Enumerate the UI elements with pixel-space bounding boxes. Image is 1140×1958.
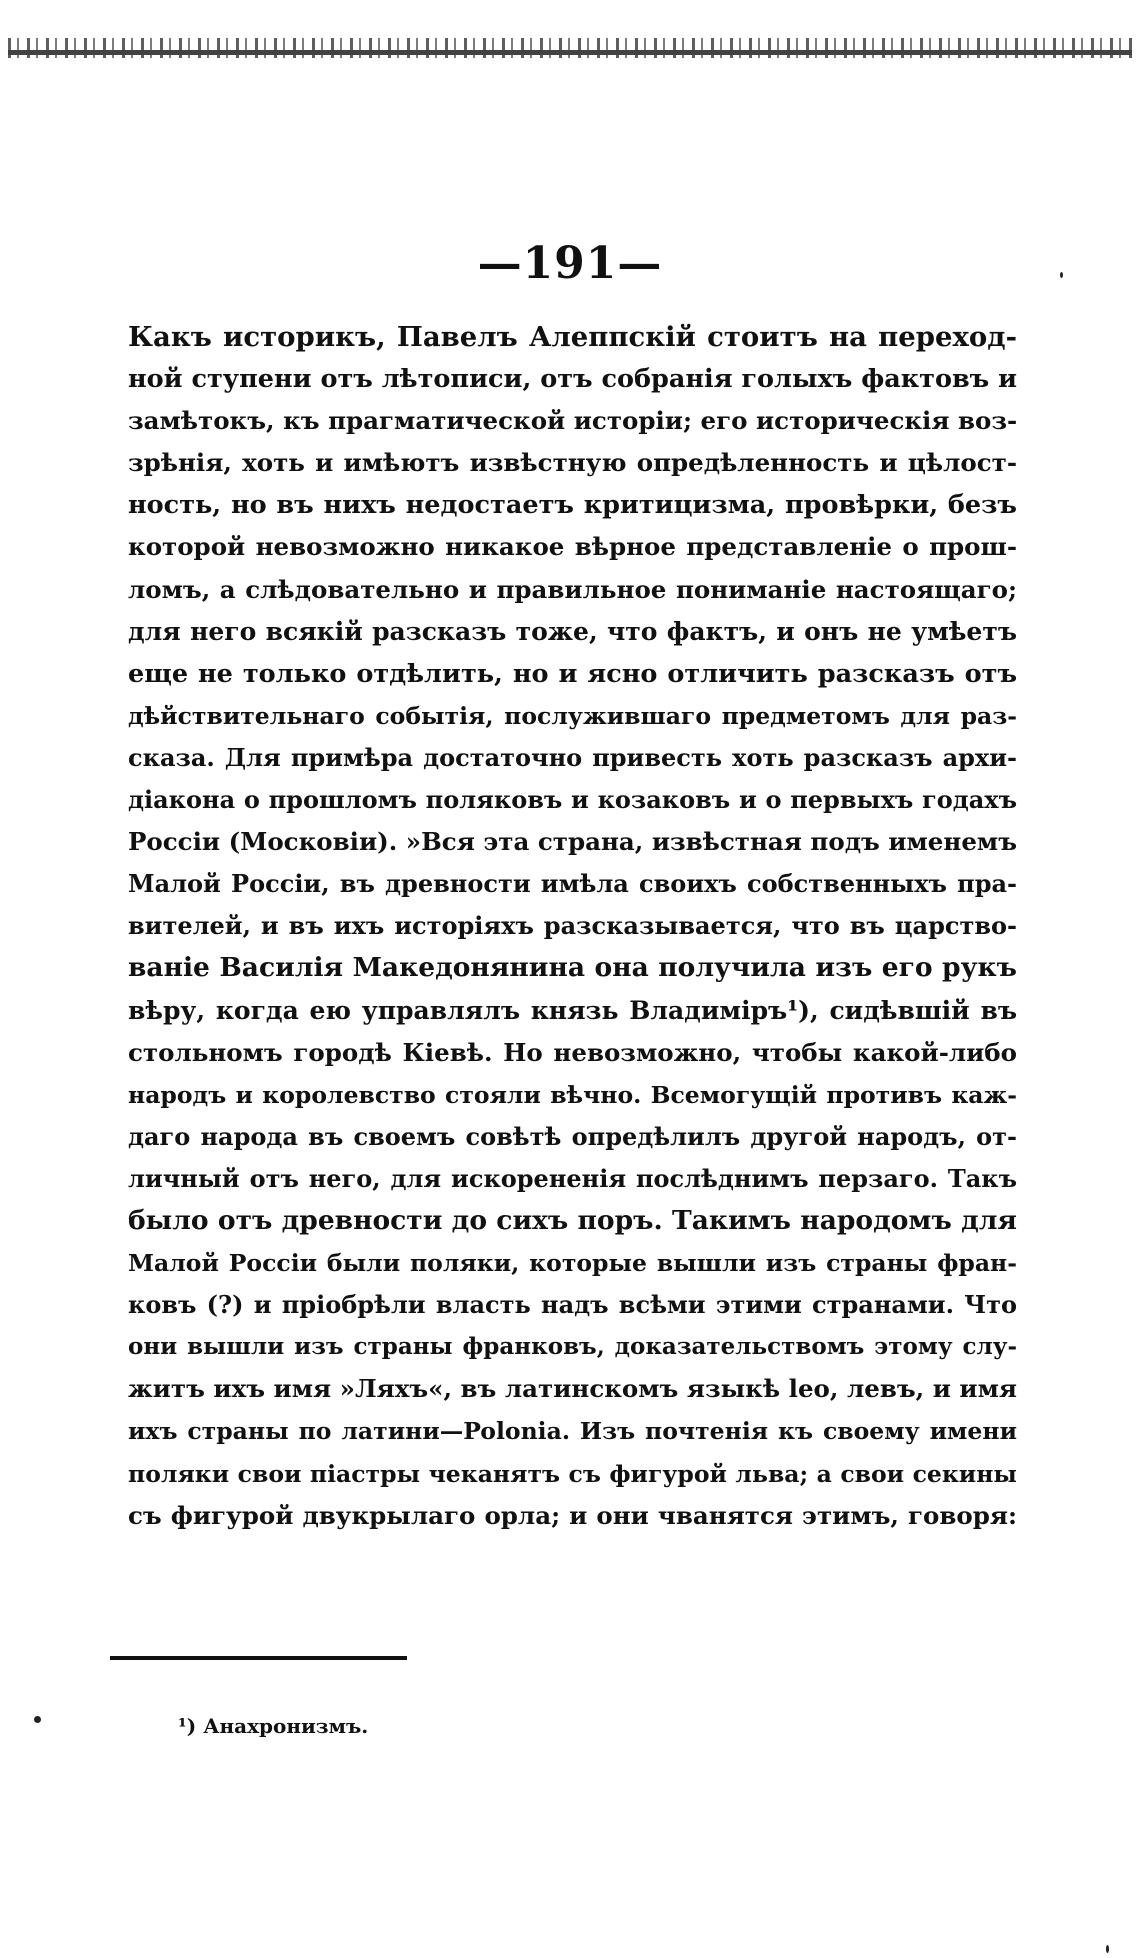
- text-line: замѣтокъ, къ прагматической исторіи; его историческія воз-: [128, 406, 1018, 436]
- paper-speck: [34, 1716, 41, 1723]
- text-line: поляки свои піастры чеканятъ съ фигурой льва; а свои секины: [128, 1459, 1017, 1488]
- text-line: Какъ историкъ, Павелъ Алеппскій стоитъ на переход-: [128, 321, 1017, 353]
- text-line: Россіи (Московіи). »Вся эта страна, извѣстная подъ именемъ: [128, 827, 1017, 857]
- text-line: ной ступени отъ лѣтописи, отъ собранія голыхъ фактовъ и: [128, 364, 1018, 395]
- page-number: —191—: [477, 238, 663, 289]
- text-line: дѣйствительнаго событія, послужившаго предметомъ для раз-: [128, 701, 1017, 730]
- body-text: [128, 316, 1017, 1537]
- text-line: народъ и королевство стояли вѣчно. Всемогущій противъ каж-: [128, 1080, 1017, 1109]
- text-line: зрѣнія, хоть и имѣютъ извѣстную опредѣленность и цѣлост-: [128, 448, 1017, 478]
- text-line: ковъ (?) и пріобрѣли власть надъ всѣми этими странами. Что: [128, 1290, 1017, 1320]
- text-line: личный отъ него, для искорененія послѣднимъ перзаго. Такъ: [128, 1163, 1017, 1193]
- text-line: которой невозможно никакое вѣрное представленіе о прош-: [128, 532, 1017, 562]
- text-line: ихъ страны по латини—Polonia. Изъ почтенія къ своему имени: [128, 1417, 1017, 1446]
- footnote-rule: [110, 1656, 407, 1660]
- text-line: сказа. Для примѣра достаточно привесть хоть разсказъ архи-: [128, 742, 1017, 772]
- text-line: для него всякій разсказъ тоже, что фактъ, и онъ не умѣетъ: [128, 616, 1017, 646]
- text-line: даго народа въ своемъ совѣтѣ опредѣлилъ другой народъ, от-: [128, 1121, 1017, 1151]
- text-line: ломъ, а слѣдовательно и правильное пониманіе настоящаго;: [128, 574, 1017, 604]
- text-line: еще не только отдѣлить, но и ясно отличить разсказъ отъ: [128, 658, 1017, 689]
- top-border-rule: [8, 38, 1132, 58]
- footnote: [178, 1714, 368, 1738]
- text-line: стольномъ городѣ Кіевѣ. Но невозможно, чтобы какой-либо: [128, 1037, 1017, 1067]
- text-line: они вышли изъ страны франковъ, доказательствомъ этому слу-: [128, 1333, 1017, 1361]
- text-line: Малой Россіи, въ древности имѣла своихъ собственныхъ пра-: [128, 869, 1017, 899]
- text-line: вителей, и въ ихъ исторіяхъ разсказывается, что въ царство-: [128, 911, 1017, 941]
- text-line: ность, но въ нихъ недостаетъ критицизма, провѣрки, безъ: [128, 490, 1017, 521]
- text-line: житъ ихъ имя »Ляхъ«, въ латинскомъ языкѣ leo, левъ, и имя: [128, 1374, 1017, 1404]
- text-line: діакона о прошломъ поляковъ и козаковъ и о первыхъ годахъ: [128, 785, 1017, 815]
- text-line: вѣру, когда ею управлялъ князь Владиміръ¹), сидѣвшій въ: [128, 995, 1017, 1025]
- paper-speck: [1060, 272, 1063, 278]
- paper-speck: [1106, 1945, 1109, 1953]
- footnote-marker: ¹): [178, 1714, 197, 1738]
- text-line: было отъ древности до сихъ поръ. Такимъ народомъ для: [128, 1204, 1017, 1236]
- text-line: Малой Россіи были поляки, которые вышли изъ страны фран-: [128, 1249, 1017, 1278]
- text-line: съ фигурой двукрылаго орла; и они чванятся этимъ, говоря:: [128, 1500, 1017, 1530]
- footnote-text: Анахронизмъ.: [203, 1714, 369, 1738]
- text-line: ваніе Василія Македонянина она получила изъ его рукъ: [128, 952, 1017, 984]
